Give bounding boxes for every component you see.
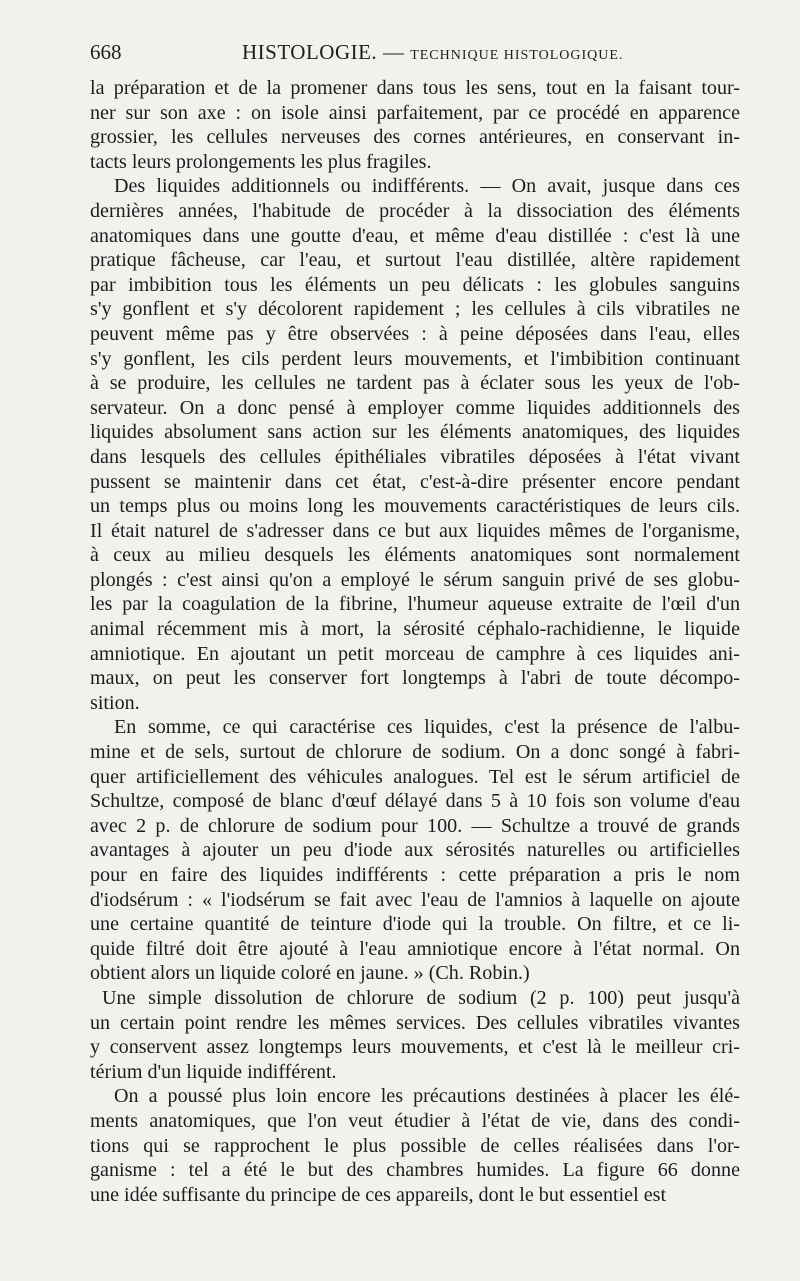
text-line: grossier, les cellules nerveuses des cornes antérieures, en conservant in- — [90, 126, 740, 149]
text-line: Il était naturel de s'adresser dans ce but aux liquides mêmes de l'organisme, — [90, 519, 740, 542]
text-line: tacts leurs prolongements les plus fragiles. — [90, 150, 432, 173]
header-subtitle: TECHNIQUE HISTOLOGIQUE. — [410, 48, 624, 63]
text-line: tions qui se rapprochent le plus possible de celles réalisées dans l'or- — [90, 1134, 740, 1157]
text-line: liquides absolument sans action sur les éléments anatomiques, des liquides — [90, 421, 740, 444]
text-line: ganisme : tel a été le but des chambres humides. La figure 66 donne — [90, 1159, 740, 1182]
text-line: un temps plus ou moins long les mouvements caractéristiques de leurs cils. — [90, 495, 740, 518]
text-line: On a poussé plus loin encore les précautions destinées à placer les élé- — [114, 1085, 740, 1108]
text-line: s'y gonflent, les cils perdent leurs mouvements, et l'imbibition continuant — [90, 347, 740, 370]
text-line: sition. — [90, 691, 140, 714]
text-line: Des liquides additionnels ou indifférents. — On avait, jusque dans ces — [114, 175, 740, 198]
text-line: quide filtré doit être ajouté à l'eau amniotique encore à l'état normal. On — [90, 937, 740, 960]
text-line: quer artificiellement des véhicules analogues. Tel est le sérum artificiel de — [90, 765, 740, 788]
text-line: dernières années, l'habitude de procéder à la dissociation des éléments — [90, 199, 740, 222]
paragraph — [90, 986, 740, 1084]
text-line: dans lesquels des cellules épithéliales vibratiles déposées à l'état vivant — [90, 445, 740, 468]
text-line: pratique fâcheuse, car l'eau, et surtout l'eau distillée, altère rapidement — [90, 249, 740, 272]
text-line: plongés : c'est ainsi qu'on a employé le sérum sanguin privé de ses globu- — [90, 568, 740, 591]
text-line: à se produire, les cellules ne tardent pas à éclater sous les yeux de l'ob- — [90, 372, 740, 395]
text-line: un certain point rendre les mêmes services. Des cellules vibratiles vivantes — [90, 1011, 740, 1034]
text-line: ner sur son axe : on isole ainsi parfaitement, par ce procédé en apparence — [90, 101, 740, 124]
text-line: térium d'un liquide indifférent. — [90, 1060, 337, 1083]
paragraph — [90, 715, 740, 986]
paragraph — [90, 1084, 740, 1207]
running-title — [242, 40, 623, 65]
text-line: obtient alors un liquide coloré en jaune. » (Ch. Robin.) — [90, 962, 530, 985]
paragraph — [90, 76, 740, 174]
text-line: Schultze, composé de blanc d'œuf délayé dans 5 à 10 fois son volume d'eau — [90, 790, 740, 813]
running-header — [90, 40, 740, 70]
text-line: amniotique. En ajoutant un petit morceau de camphre à ces liquides ani- — [90, 642, 740, 665]
text-line: pussent se maintenir dans cet état, c'est-à-dire présenter encore pendant — [90, 470, 740, 493]
text-line: une certaine quantité de teinture d'iode qui la trouble. On filtre, et ce li- — [90, 913, 740, 936]
text-line: peuvent même pas y être observées : à peine déposées dans l'eau, elles — [90, 322, 740, 345]
text-line: animal récemment mis à mort, la sérosité céphalo-rachidienne, le liquide — [90, 618, 740, 641]
text-line: les par la coagulation de la fibrine, l'humeur aqueuse extraite de l'œil d'un — [90, 593, 740, 616]
page-number: 668 — [90, 40, 122, 64]
text-line: Une simple dissolution de chlorure de sodium (2 p. 100) peut jusqu'à — [102, 986, 740, 1009]
header-dash: — — [382, 40, 405, 64]
text-line: pour en faire des liquides indifférents : cette préparation a pris le nom — [90, 864, 740, 886]
text-line: En somme, ce qui caractérise ces liquides, c'est la présence de l'albu- — [114, 716, 740, 739]
text-line: d'iodsérum : « l'iodsérum se fait avec l'eau de l'amnios à laquelle on ajoute — [90, 888, 740, 911]
text-line: à ceux au milieu desquels les éléments anatomiques sont normalement — [90, 544, 740, 567]
text-line: avantages à ajouter un peu d'iode aux sérosités naturelles ou artificielles — [90, 839, 740, 862]
text-line: une idée suffisante du principe de ces appareils, dont le but essentiel est — [90, 1183, 667, 1206]
header-title: HISTOLOGIE. — [242, 40, 378, 64]
text-body — [90, 76, 740, 1207]
text-line: la préparation et de la promener dans tous les sens, tout en la faisant tour- — [90, 77, 740, 99]
text-line: y conservent assez longtemps leurs mouvements, et c'est là le meilleur cri- — [90, 1036, 740, 1059]
paragraph — [90, 174, 740, 715]
text-line: anatomiques dans une goutte d'eau, et même d'eau distillée : c'est là une — [90, 224, 740, 247]
text-line: servateur. On a donc pensé à employer comme liquides additionnels des — [90, 396, 740, 419]
text-line: ments anatomiques, que l'on veut étudier à l'état de vie, dans des condi- — [90, 1109, 740, 1132]
text-line: par imbibition tous les éléments un peu délicats : les globules sanguins — [90, 273, 740, 296]
text-line: s'y gonflent et s'y décolorent rapidement ; les cellules à cils vibratiles ne — [90, 298, 740, 321]
text-line: mine et de sels, surtout de chlorure de sodium. On a donc songé à fabri- — [90, 741, 740, 764]
text-line: avec 2 p. de chlorure de sodium pour 100. — Schultze a trouvé de grands — [90, 814, 740, 837]
text-line: maux, on peut les conserver fort longtemps à l'abri de toute décompo- — [90, 667, 740, 690]
